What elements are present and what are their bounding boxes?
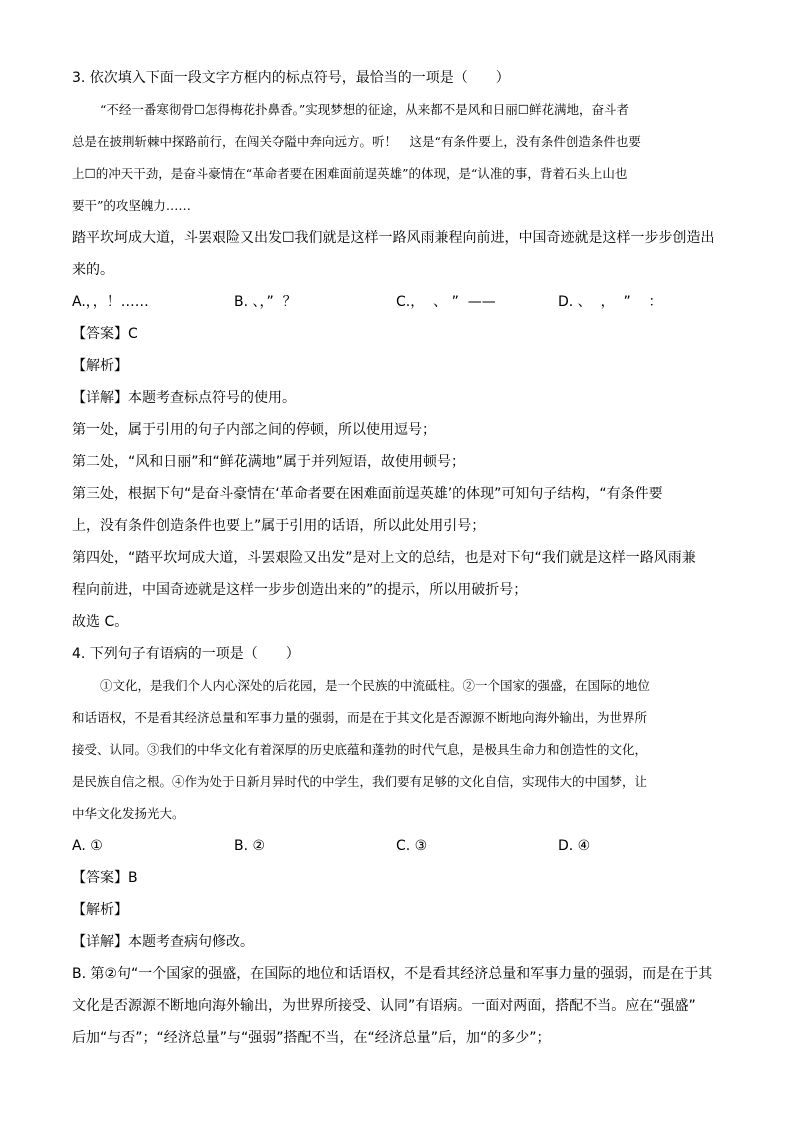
q4-detail-line: 后加“与否”；“经济总量”与“强弱”搭配不当，在“经济总量”后，加“的多少”； <box>72 1030 551 1046</box>
q4-detail-line: B. 第②句“一个国家的强盛，在国际的地位和话语权，不是看其经济总量和军事力量的强弱，而是在于其 <box>72 966 713 982</box>
q3-detail-line: 上，没有条件创造条件也要上”属于引用的话语，所以此处用引号； <box>72 518 486 534</box>
q4-passage-line: 中华文化发扬光大。 <box>72 806 185 821</box>
q3-option-d: D. 、 ， ” ： <box>558 294 663 310</box>
q3-passage-line: “不经一番寒彻骨☐怎得梅花扑鼻香。”实现梦想的征途，从来都不是风和日丽☐鲜花满地，奋斗者 <box>100 102 629 117</box>
q4-passage-line: 是民族自信之根。④作为处于日新月异时代的中学生，我们要有足够的文化自信，实现伟大的中国梦，让 <box>72 774 648 789</box>
q4-passage-line: ①文化，是我们个人内心深处的后花园，是一个民族的中流砥柱。②一个国家的强盛，在国际的地位 <box>100 678 651 693</box>
q3-analysis-label: 【解析】 <box>72 358 128 374</box>
q3-answer: 【答案】C <box>72 326 138 342</box>
q3-passage-cont-line: 踏平坎坷成大道，斗罢艰险又出发☐我们就是这样一路风雨兼程向前进，中国奇迹就是这样一步步创造出 <box>72 230 715 246</box>
q4-detail-line: 文化是否源源不断地向海外输出，为世界所接受、认同”有语病。一面对两面，搭配不当。应在“强盛” <box>72 998 696 1014</box>
q3-passage-line: 要干”的攻坚魄力…… <box>72 198 191 213</box>
q4-passage-line: 接受、认同。③我们的中华文化有着深厚的历史底蕴和蓬勃的时代气息，是极具生命力和创造性的文化， <box>72 742 648 757</box>
q3-detail-line: 第四处，“踏平坎坷成大道，斗罢艰险又出发”是对上文的总结，也是对下句“我们就是这样一路风雨兼 <box>72 550 696 566</box>
q4-stem: 4. 下列句子有语病的一项是（ ） <box>72 646 300 662</box>
q4-option-d: D. ④ <box>558 838 591 854</box>
q3-passage-cont-line: 来的。 <box>72 262 114 278</box>
q3-detail-line: 第二处，“风和日丽”和“鲜花满地”属于并列短语，故使用顿号； <box>72 454 466 470</box>
q4-detail-line: 【详解】本题考查病句修改。 <box>72 934 254 950</box>
q4-passage-line: 和话语权，不是看其经济总量和军事力量的强弱，而是在于其文化是否源源不断地向海外输出，为世界所 <box>72 710 648 725</box>
q3-stem: 3. 依次填入下面一段文字方框内的标点符号，最恰当的一项是（ ） <box>72 70 510 86</box>
q3-option-a: A.，，！…… <box>72 294 149 310</box>
q4-answer: 【答案】B <box>72 870 138 886</box>
q3-passage-line: 总是在披荆斩棘中探路前行，在闯关夺隘中奔向远方。听！ 这是“有条件要上，没有条件创造条件也要 <box>72 134 641 149</box>
q4-option-a: A. ① <box>72 838 103 854</box>
q3-detail-line: 第三处，根据下句“是奋斗豪情在‘革命者要在困难面前逞英雄’的体现”可知句子结构，“有条件要 <box>72 486 663 502</box>
q3-detail-line: 【详解】本题考查标点符号的使用。 <box>72 390 296 406</box>
q3-option-b: B. 、，” ？ <box>234 294 297 310</box>
q4-option-c: C. ③ <box>396 838 428 854</box>
q4-analysis-label: 【解析】 <box>72 902 128 918</box>
q3-detail-line: 第一处，属于引用的句子内部之间的停顿，所以使用逗号； <box>72 422 436 438</box>
q3-options <box>72 286 722 318</box>
q3-detail-line: 程向前进，中国奇迹就是这样一步步创造出来的”的提示，所以用破折号； <box>72 582 528 598</box>
q3-passage-line: 上☐的冲天干劲，是奋斗豪情在“革命者要在困难面前逞英雄”的体现，是“认准的事，背着石头上山也 <box>72 166 628 181</box>
q4-options <box>72 830 722 862</box>
q3-option-c: C.， 、 ” —— <box>396 294 496 310</box>
document-page <box>72 62 722 1054</box>
q3-detail-line: 故选 C。 <box>72 614 129 630</box>
q4-option-b: B. ② <box>234 838 266 854</box>
